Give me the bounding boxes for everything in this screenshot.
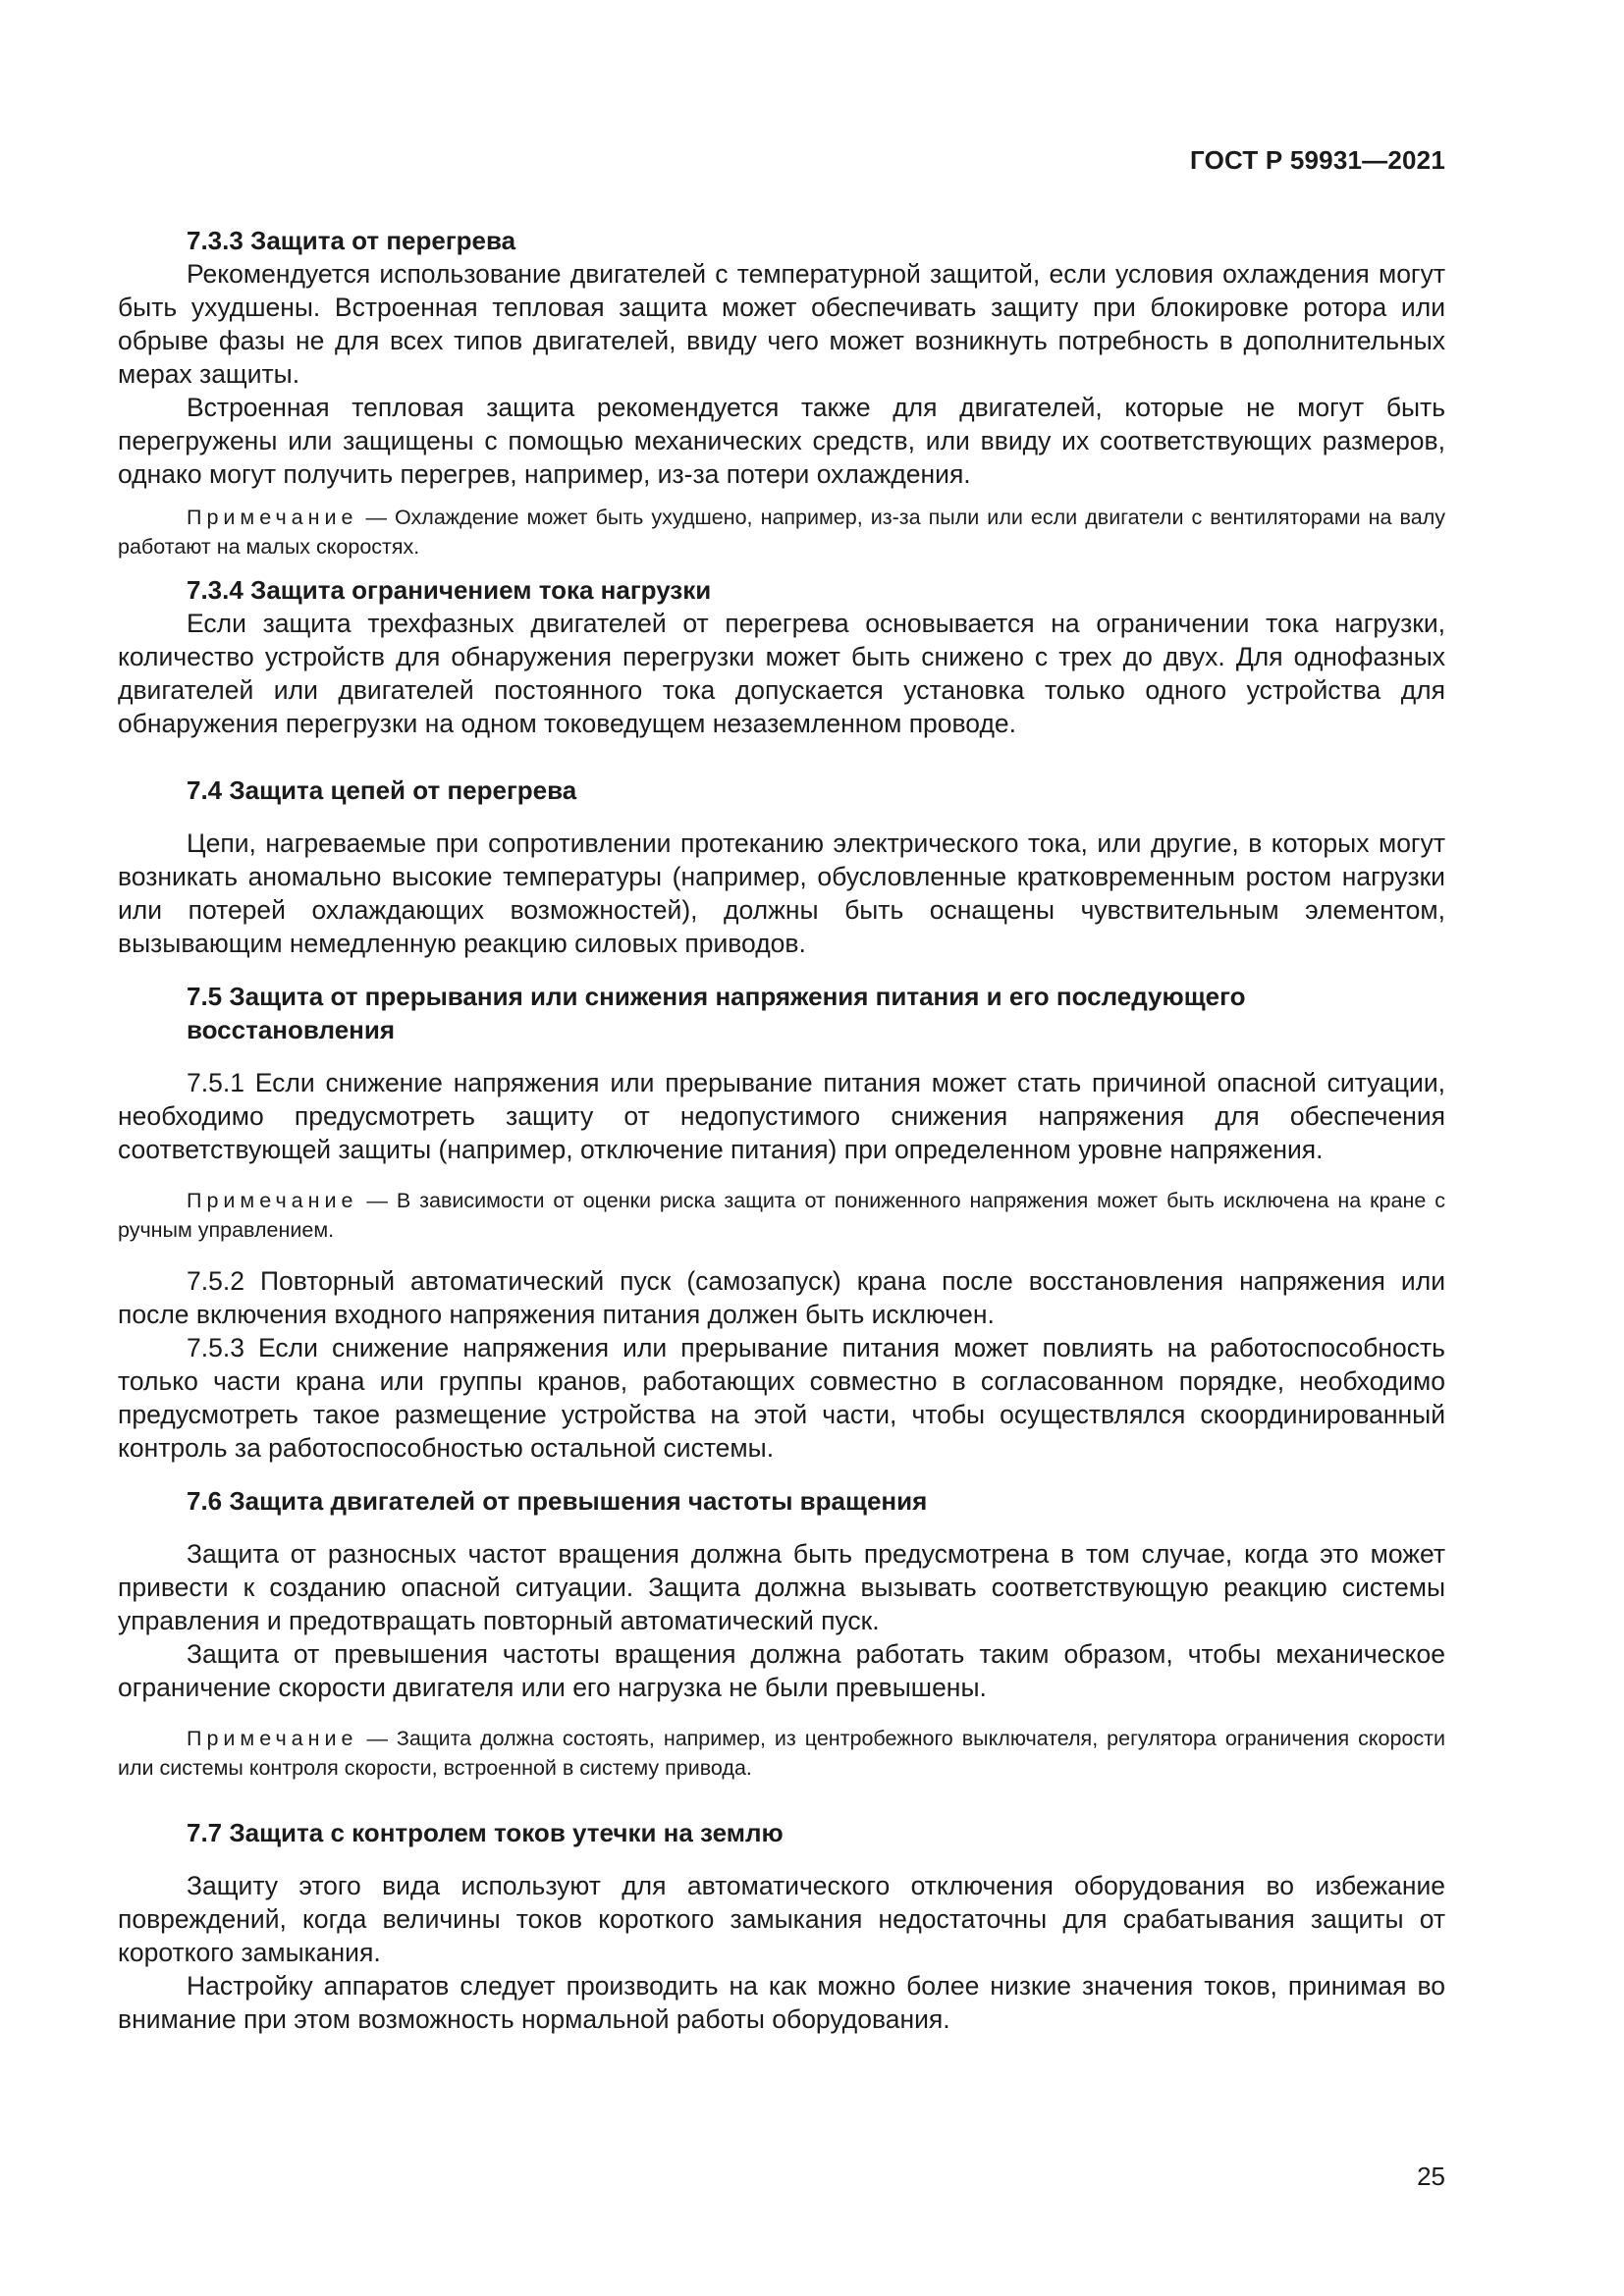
section-7-3-3-heading: 7.3.3 Защита от перегрева	[187, 226, 516, 255]
section-7-5-note	[118, 1186, 1445, 1245]
page-number: 25	[1417, 2162, 1445, 2191]
section-7-5-heading-line-1: 7.5 Защита от прерывания или снижения напряжения питания и его последующего	[187, 982, 1246, 1011]
document-body	[118, 224, 1445, 2036]
note-text: — Охлаждение может быть ухудшено, например, из-за пыли или если двигатели с вентиляторами на валу работают на малых скоростях.	[118, 506, 1445, 559]
section-7-5-1-paragraph: 7.5.1 Если снижение напряжения или прерывание питания может стать причиной опасной ситуации, необходимо предусмотреть защиту от недопустимого снижения напряжения для обеспечения соответствующей защиты (например, отключение питания) при определенном уровне напряжения.	[118, 1068, 1445, 1164]
section-7-3-3-paragraph-2: Встроенная тепловая защита рекомендуется также для двигателей, которые не могут быть перегружены или защищены с помощью механических средств, или ввиду их соответствующих размеров, однако могут получить перегрев, например, из-за потери охлаждения.	[118, 393, 1445, 489]
note-label: Примечание	[187, 1189, 358, 1212]
note-text: — Защита должна состоять, например, из центробежного выключателя, регулятора ограничения скорости или системы контроля скорости, встроенной в систему привода.	[118, 1727, 1445, 1780]
section-7-6-paragraph-1: Защита от разносных частот вращения должна быть предусмотрена в том случае, когда это может привести к созданию опасной ситуации. Защита должна вызывать соответствующую реакцию системы управления и предотвращать повторный автоматический пуск.	[118, 1539, 1445, 1635]
document-page	[118, 0, 1445, 2296]
section-7-7-heading: 7.7 Защита с контролем токов утечки на землю	[187, 1818, 784, 1847]
section-7-6-paragraph-2: Защита от превышения частоты вращения должна работать таким образом, чтобы механическое ограничение скорости двигателя или его нагрузка не были превышены.	[118, 1639, 1445, 1702]
section-7-3-3-paragraph-1: Рекомендуется использование двигателей с температурной защитой, если условия охлаждения могут быть ухудшены. Встроенная тепловая защита может обеспечивать защиту при блокировке ротора или обрыве фазы не для всех типов двигателей, ввиду чего может возникнуть потребность в дополнительных мерах защиты.	[118, 259, 1445, 389]
section-7-3-4-heading: 7.3.4 Защита ограничением тока нагрузки	[187, 575, 712, 605]
section-7-6-heading: 7.6 Защита двигателей от превышения частоты вращения	[187, 1486, 928, 1516]
section-7-3-4-paragraph-1: Если защита трехфазных двигателей от перегрева основывается на ограничении тока нагрузки, количество устройств для обнаружения перегрузки может быть снижено с трех до двух. Для однофазных двигателей или двигателей постоянного тока допускается установка только одного устройства для обнаружения перегрузки на одном токоведущем незаземленном проводе.	[118, 609, 1445, 738]
document-code-header: ГОСТ Р 59931—2021	[1190, 145, 1445, 175]
section-7-7-paragraph-1: Защиту этого вида используют для автоматического отключения оборудования во избежание повреждений, когда величины токов короткого замыкания недостаточны для срабатывания защиты от короткого замыкания.	[118, 1871, 1445, 1967]
section-7-4-paragraph-1: Цепи, нагреваемые при сопротивлении протеканию электрического тока, или другие, в которых могут возникать аномально высокие температуры (например, обусловленные кратковременным ростом нагрузки или потерей охлаждающих возможностей), должны быть оснащены чувствительным элементом, вызывающим немедленную реакцию силовых приводов.	[118, 828, 1445, 958]
note-label: Примечание	[187, 506, 358, 529]
section-7-3-3-note	[118, 503, 1445, 561]
section-7-5-2-paragraph: 7.5.2 Повторный автоматический пуск (самозапуск) крана после восстановления напряжения или после включения входного напряжения питания должен быть исключен.	[118, 1266, 1445, 1329]
section-7-5-heading-line-2: восстановления	[187, 1015, 396, 1044]
section-7-6-note	[118, 1724, 1445, 1783]
section-7-7-paragraph-2: Настройку аппаратов следует производить на как можно более низкие значения токов, принимая во внимание при этом возможность нормальной работы оборудования.	[118, 1971, 1445, 2034]
section-7-4-heading: 7.4 Защита цепей от перегрева	[187, 775, 577, 805]
note-text: — В зависимости от оценки риска защита от пониженного напряжения может быть исключена на кране с ручным управлением.	[118, 1189, 1445, 1242]
note-label: Примечание	[187, 1727, 358, 1750]
section-7-5-3-paragraph: 7.5.3 Если снижение напряжения или прерывание питания может повлиять на работоспособность только части крана или группы кранов, работающих совместно в согласованном порядке, необходимо предусмотреть такое размещение устройства на этой части, чтобы осуществлялся скоординированный контроль за работоспособностью остальной системы.	[118, 1333, 1445, 1463]
